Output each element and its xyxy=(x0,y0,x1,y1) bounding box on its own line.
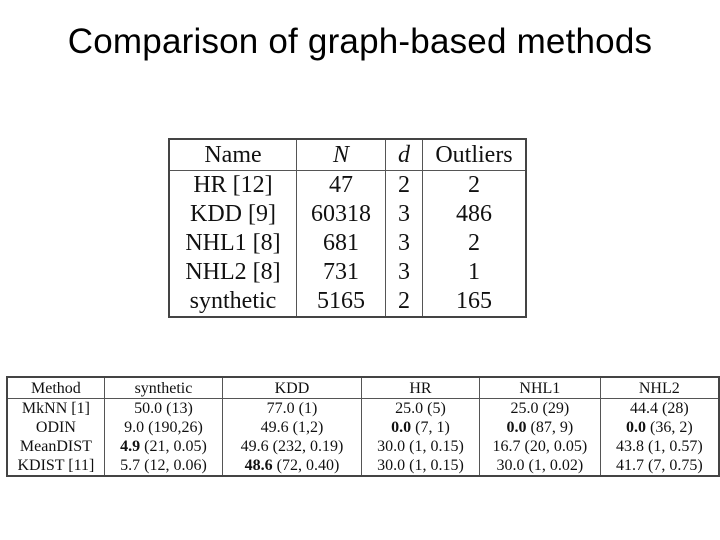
dataset-n: 60318 xyxy=(297,200,386,229)
cell-value: 41.7 (7, 0.75) xyxy=(615,457,703,474)
dataset-name: KDD [9] xyxy=(169,200,297,229)
cell-value: 5.7 (12, 0.06) xyxy=(120,457,207,474)
cell-value: (7, 1) xyxy=(411,419,450,436)
header-n: N xyxy=(297,139,386,171)
dataset-d: 3 xyxy=(386,229,423,258)
method-name: MkNN [1] xyxy=(7,399,104,419)
result-cell xyxy=(223,418,362,437)
cell-value: (21, 0.05) xyxy=(140,438,207,455)
result-cell xyxy=(600,399,719,419)
best-value: 0.0 xyxy=(625,419,646,436)
header-hr: HR xyxy=(361,377,479,399)
dataset-outliers: 165 xyxy=(423,287,527,317)
dataset-outliers: 486 xyxy=(423,200,527,229)
table-row xyxy=(169,287,526,317)
cell-value: 30.0 (1, 0.15) xyxy=(377,438,464,455)
best-value: 4.9 xyxy=(120,438,141,455)
cell-value: (87, 9) xyxy=(526,419,574,436)
dataset-n: 731 xyxy=(297,258,386,287)
dataset-name: NHL2 [8] xyxy=(169,258,297,287)
cell-value: 25.0 (5) xyxy=(395,400,446,417)
dataset-name: HR [12] xyxy=(169,171,297,201)
method-name: MeanDIST xyxy=(7,437,104,456)
dataset-n: 47 xyxy=(297,171,386,201)
result-cell xyxy=(480,437,601,456)
cell-value: 25.0 (29) xyxy=(510,400,570,417)
dataset-n: 681 xyxy=(297,229,386,258)
header-synthetic: synthetic xyxy=(104,377,222,399)
dataset-d: 2 xyxy=(386,171,423,201)
dataset-table xyxy=(168,138,527,318)
result-cell xyxy=(104,399,222,419)
header-name: Name xyxy=(169,139,297,171)
result-cell xyxy=(480,456,601,476)
result-cell xyxy=(223,456,362,476)
result-cell xyxy=(480,399,601,419)
dataset-n: 5165 xyxy=(297,287,386,317)
cell-value: 9.0 (190,26) xyxy=(124,419,203,436)
result-cell xyxy=(600,418,719,437)
method-name: KDIST [11] xyxy=(7,456,104,476)
cell-value: 77.0 (1) xyxy=(266,400,318,417)
cell-value: 43.8 (1, 0.57) xyxy=(615,438,703,455)
best-value: 48.6 xyxy=(244,457,273,474)
slide-title: Comparison of graph-based methods xyxy=(67,22,653,61)
result-cell xyxy=(361,399,479,419)
result-cell xyxy=(104,456,222,476)
dataset-outliers: 2 xyxy=(423,171,527,201)
result-cell xyxy=(600,456,719,476)
table-row xyxy=(169,200,526,229)
result-cell xyxy=(361,437,479,456)
method-name: ODIN xyxy=(7,418,104,437)
table-row xyxy=(7,399,719,419)
cell-value: 30.0 (1, 0.15) xyxy=(377,457,464,474)
results-table xyxy=(6,376,720,477)
table-row xyxy=(169,258,526,287)
result-cell xyxy=(361,418,479,437)
cell-value: 44.4 (28) xyxy=(629,400,689,417)
header-nhl2: NHL2 xyxy=(600,377,719,399)
dataset-name: NHL1 [8] xyxy=(169,229,297,258)
result-cell xyxy=(223,399,362,419)
cell-value: 30.0 (1, 0.02) xyxy=(496,457,584,474)
cell-value: (36, 2) xyxy=(645,419,693,436)
table-row xyxy=(169,171,526,201)
dataset-table-header xyxy=(169,139,526,171)
result-cell xyxy=(480,418,601,437)
results-table-header xyxy=(7,377,719,399)
header-outliers: Outliers xyxy=(423,139,527,171)
cell-value: 49.6 (232, 0.19) xyxy=(240,438,344,455)
best-value: 0.0 xyxy=(506,419,527,436)
dataset-name: synthetic xyxy=(169,287,297,317)
dataset-d: 3 xyxy=(386,258,423,287)
table-row xyxy=(7,437,719,456)
header-nhl1: NHL1 xyxy=(480,377,601,399)
cell-value: 16.7 (20, 0.05) xyxy=(492,438,588,455)
cell-value: (72, 0.40) xyxy=(272,457,340,474)
dataset-outliers: 2 xyxy=(423,229,527,258)
result-cell xyxy=(104,418,222,437)
header-kdd: KDD xyxy=(223,377,362,399)
dataset-outliers: 1 xyxy=(423,258,527,287)
cell-value: 50.0 (13) xyxy=(134,400,193,417)
header-method: Method xyxy=(7,377,104,399)
result-cell xyxy=(223,437,362,456)
table-row xyxy=(169,229,526,258)
result-cell xyxy=(600,437,719,456)
header-d: d xyxy=(386,139,423,171)
result-cell xyxy=(104,437,222,456)
dataset-d: 2 xyxy=(386,287,423,317)
best-value: 0.0 xyxy=(391,419,412,436)
dataset-d: 3 xyxy=(386,200,423,229)
result-cell xyxy=(361,456,479,476)
cell-value: 49.6 (1,2) xyxy=(260,419,324,436)
table-row xyxy=(7,418,719,437)
table-row xyxy=(7,456,719,476)
